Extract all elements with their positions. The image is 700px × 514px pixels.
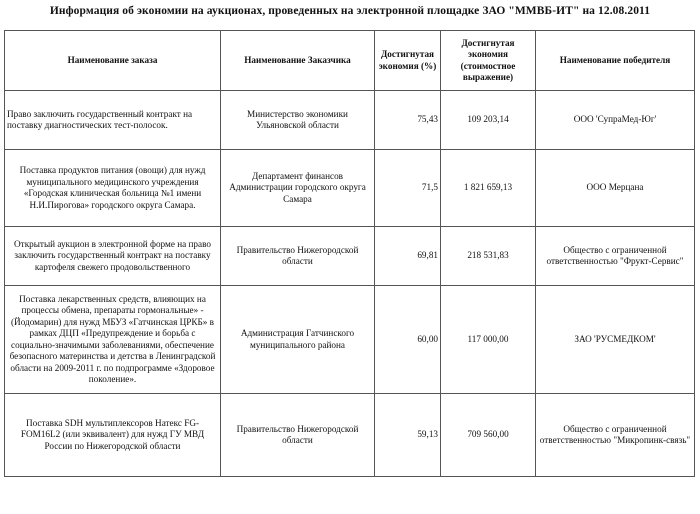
cell-order: Поставка продуктов питания (овощи) для нужд муниципального медицинского учреждения «Городская клиническая больница №1 имени Н.И.Пирогова» городского округа Самара. xyxy=(5,150,221,227)
column-header-amount: Достигнутая экономия (стоимостное выражение) xyxy=(441,31,536,91)
column-header-order: Наименование заказа xyxy=(5,31,221,91)
cell-percent: 71,5 xyxy=(375,150,441,227)
table-header-row xyxy=(5,31,695,91)
cell-order: Поставка SDH мультиплексоров Натекс FG-FOM16L2 (или эквивалент) для нужд ГУ МВД России по Нижегородской области xyxy=(5,394,221,477)
column-header-percent: Достигнутая экономия (%) xyxy=(375,31,441,91)
table-row xyxy=(5,394,695,477)
cell-customer: Правительство Нижегородской области xyxy=(221,394,375,477)
table-row xyxy=(5,150,695,227)
cell-amount: 1 821 659,13 xyxy=(441,150,536,227)
economy-table xyxy=(4,30,695,477)
cell-percent: 69,81 xyxy=(375,227,441,286)
cell-winner: ООО 'СупраМед-Юг' xyxy=(536,91,695,150)
cell-percent: 75,43 xyxy=(375,91,441,150)
table-row xyxy=(5,227,695,286)
cell-amount: 117 000,00 xyxy=(441,286,536,394)
cell-winner: Общество с ограниченной ответственностью "Микропинк-связь" xyxy=(536,394,695,477)
cell-order: Открытый аукцион в электронной форме на право заключить государственный контракт на поставку картофеля свежего продовольственного xyxy=(5,227,221,286)
cell-winner: ООО Мерцана xyxy=(536,150,695,227)
cell-customer: Министерство экономики Ульяновской области xyxy=(221,91,375,150)
cell-customer: Департамент финансов Администрации городского округа Самара xyxy=(221,150,375,227)
cell-amount: 218 531,83 xyxy=(441,227,536,286)
cell-order: Поставка лекарственных средств, влияющих на процессы обмена, препараты гормональные» - (Йодомарин) для нужд МБУЗ «Гатчинская ЦРКБ» в рамках ДЦП «Предупреждение и борьба с социально-значимыми заболеваниями, обеспечение безопасного материнства и детства в Ленинградской области на 2009-2011 г. по подпрограмме «Здоровое поколение». xyxy=(5,286,221,394)
cell-amount: 109 203,14 xyxy=(441,91,536,150)
table-row xyxy=(5,286,695,394)
cell-percent: 59,13 xyxy=(375,394,441,477)
cell-winner: ЗАО 'РУСМЕДКОМ' xyxy=(536,286,695,394)
cell-winner: Общество с ограниченной ответственностью "Фрукт-Сервис" xyxy=(536,227,695,286)
cell-percent: 60,00 xyxy=(375,286,441,394)
cell-order: Право заключить государственный контракт на поставку диагностических тест-полосок. xyxy=(5,91,221,150)
cell-customer: Правительство Нижегородской области xyxy=(221,227,375,286)
cell-amount: 709 560,00 xyxy=(441,394,536,477)
table-row xyxy=(5,91,695,150)
report-title: Информация об экономии на аукционах, проведенных на электронной площадке ЗАО "ММВБ-ИТ" на 12.08.2011 xyxy=(49,5,651,17)
column-header-winner: Наименование победителя xyxy=(536,31,695,91)
column-header-customer: Наименование Заказчика xyxy=(221,31,375,91)
cell-customer: Администрация Гатчинского муниципального района xyxy=(221,286,375,394)
